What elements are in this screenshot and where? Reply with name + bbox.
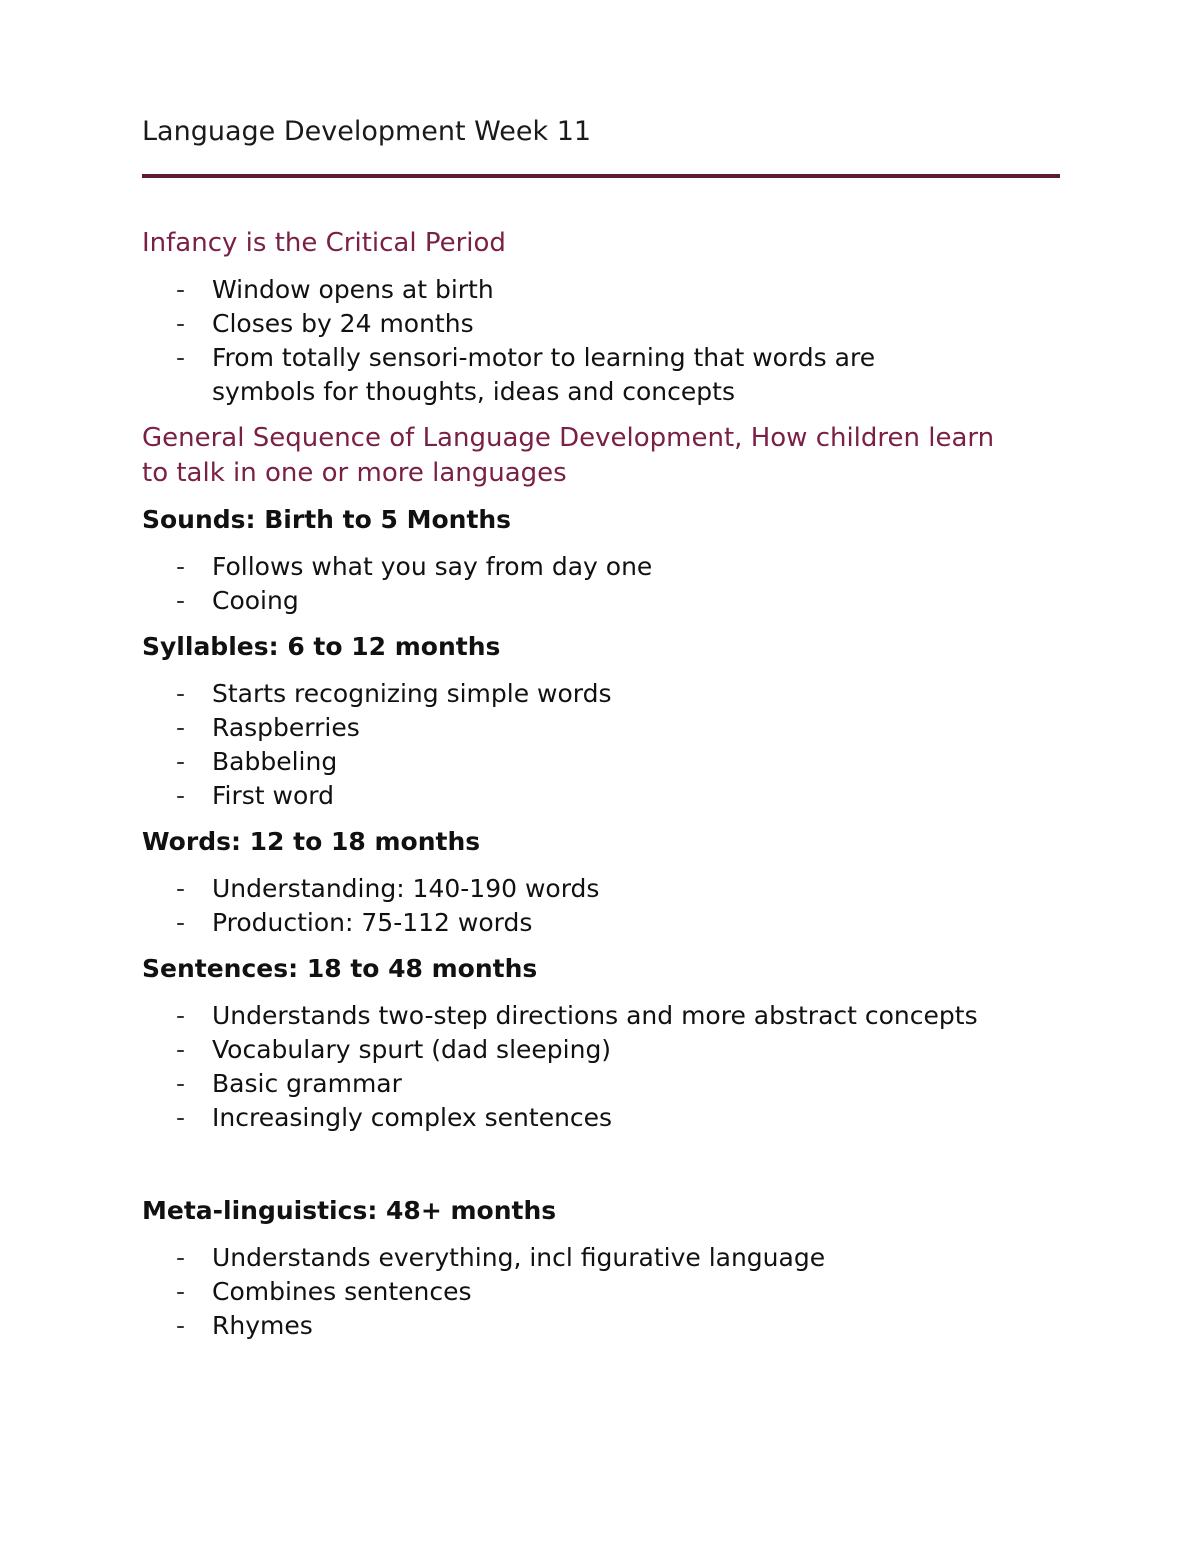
dash-marker: - bbox=[176, 713, 186, 742]
list-item: - Understanding: 140-190 words bbox=[142, 872, 1060, 906]
dash-marker: - bbox=[176, 1277, 186, 1306]
dash-marker: - bbox=[176, 552, 186, 581]
list-syllables bbox=[142, 677, 1060, 813]
list-item: - Production: 75-112 words bbox=[142, 906, 1060, 940]
dash-marker: - bbox=[176, 679, 186, 708]
subheading-words: Words: 12 to 18 months bbox=[142, 827, 481, 856]
list-item: - Understands everything, incl figurative language bbox=[142, 1241, 1060, 1275]
list-sounds bbox=[142, 550, 1060, 618]
section-heading-general-sequence: General Sequence of Language Development, How children learn to talk in one or more languages bbox=[142, 423, 995, 488]
dash-marker: - bbox=[176, 874, 186, 903]
list-item: - Rhymes bbox=[142, 1309, 1060, 1343]
dash-marker: - bbox=[176, 1103, 186, 1132]
document-page bbox=[142, 112, 1060, 1343]
dash-marker: - bbox=[176, 586, 186, 615]
title-divider bbox=[142, 174, 1060, 178]
dash-marker: - bbox=[176, 908, 186, 937]
dash-marker: - bbox=[176, 747, 186, 776]
list-item: - Window opens at birth bbox=[142, 273, 1060, 307]
list-item: - From totally sensori-motor to learning that words are symbols for thoughts, ideas and concepts bbox=[176, 343, 876, 406]
list-words bbox=[142, 872, 1060, 940]
subheading-meta-linguistics: Meta-linguistics: 48+ months bbox=[142, 1196, 557, 1225]
list-meta-linguistics bbox=[142, 1241, 1060, 1343]
section-heading-infancy: Infancy is the Critical Period bbox=[142, 228, 506, 258]
document-title: Language Development Week 11 bbox=[142, 116, 592, 147]
dash-marker: - bbox=[176, 343, 186, 372]
list-item: - Cooing bbox=[142, 584, 1060, 618]
list-sentences bbox=[142, 999, 1060, 1135]
list-item: - First word bbox=[142, 779, 1060, 813]
dash-marker: - bbox=[176, 781, 186, 810]
list-item: - Understands two-step directions and more abstract concepts bbox=[142, 999, 1060, 1033]
dash-marker: - bbox=[176, 1001, 186, 1030]
dash-marker: - bbox=[176, 1035, 186, 1064]
list-item: - Increasingly complex sentences bbox=[142, 1101, 1060, 1135]
list-item: - Follows what you say from day one bbox=[142, 550, 1060, 584]
subheading-sentences: Sentences: 18 to 48 months bbox=[142, 954, 538, 983]
subheading-syllables: Syllables: 6 to 12 months bbox=[142, 632, 501, 661]
list-item: - Vocabulary spurt (dad sleeping) bbox=[142, 1033, 1060, 1067]
dash-marker: - bbox=[176, 275, 186, 304]
dash-marker: - bbox=[176, 1243, 186, 1272]
dash-marker: - bbox=[176, 1069, 186, 1098]
dash-marker: - bbox=[176, 309, 186, 338]
list-item: - Babbeling bbox=[142, 745, 1060, 779]
list-item: - Basic grammar bbox=[142, 1067, 1060, 1101]
list-item: - Starts recognizing simple words bbox=[142, 677, 1060, 711]
list-item: - Raspberries bbox=[142, 711, 1060, 745]
list-infancy bbox=[142, 273, 1060, 409]
dash-marker: - bbox=[176, 1311, 186, 1340]
list-item: - Combines sentences bbox=[142, 1275, 1060, 1309]
list-item: - Closes by 24 months bbox=[142, 307, 1060, 341]
subheading-sounds: Sounds: Birth to 5 Months bbox=[142, 505, 512, 534]
